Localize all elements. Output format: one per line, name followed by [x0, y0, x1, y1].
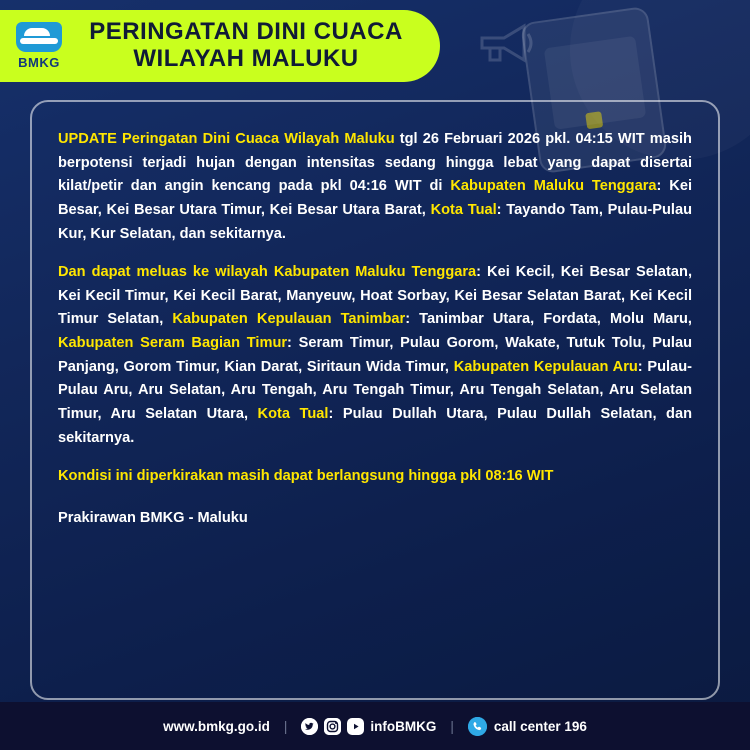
paragraph-expansion-areas: [58, 261, 692, 450]
header-band: [0, 10, 440, 82]
signature: Prakirawan BMKG - Maluku: [58, 509, 248, 526]
footer-call-center-label: call center 196: [493, 718, 587, 734]
paragraph-current-warning: [58, 128, 692, 246]
p2-seg6: : Seram Timur, Pulau Gorom, Wakate, Tutuk Tolu, Pulau Panjang, Gorom Timur, Kian Darat, Siritaun Wida Timur,: [58, 335, 692, 375]
page-title-line1: PERINGATAN DINI CUACA: [89, 18, 403, 46]
warning-card: [30, 100, 720, 700]
footer-social-handle[interactable]: infoBMKG: [370, 718, 437, 734]
p2-seg9: Kota Tual: [257, 406, 329, 423]
p1-seg5: Kota Tual: [430, 201, 497, 218]
p2-seg8: : Pulau-Pulau Aru, Aru Selatan, Aru Tengah, Aru Tengah Timur, Aru Tengah Selatan, Aru Selatan Timur, Aru Selatan Utara,: [58, 358, 692, 423]
footer-separator-2: |: [450, 718, 454, 734]
p2-seg10: : Pulau Dullah Utara, Pulau Dullah Selatan, dan sekitarnya.: [58, 406, 692, 446]
footer-separator-1: |: [283, 718, 288, 734]
p1-seg4: : Kei Besar, Kei Besar Utara Timur, Kei Besar Utara Barat,: [58, 178, 693, 218]
youtube-icon[interactable]: [347, 718, 364, 735]
p1-seg2: tgl 26 Februari 2026 pkl. 04:15 WIT masih berpotensi terjadi hujan dengan intensitas sedang hingga lebat yang dapat disertai kilat/petir dan angin kencang pada pkl 04:16 WIT di: [58, 131, 692, 195]
footer-bar: [0, 702, 750, 750]
page-title-line2: WILAYAH MALUKU: [133, 45, 359, 72]
bmkg-logo-mark: [16, 22, 62, 52]
p1-seg1: UPDATE Peringatan Dini Cuaca Wilayah Maluku: [58, 131, 395, 147]
p2-seg7: Kabupaten Kepulauan Aru: [453, 358, 638, 375]
footer-call-center[interactable]: [468, 717, 587, 736]
footer-website[interactable]: www.bmkg.go.id: [163, 718, 270, 734]
warning-body: [58, 128, 692, 531]
page-title: [70, 19, 440, 73]
bmkg-logo-text: BMKG: [18, 55, 60, 70]
bmkg-logo: [0, 10, 70, 82]
p1-seg3: Kabupaten Maluku Tenggara: [450, 178, 657, 195]
footer-social: [301, 718, 436, 735]
phone-icon: [468, 717, 487, 736]
p2-seg4: : Tanimbar Utara, Fordata, Molu Maru,: [405, 311, 692, 328]
p2-seg1: Dan dapat meluas ke wilayah Kabupaten Maluku Tenggara: [58, 264, 477, 281]
p2-seg2: : Kei Kecil, Kei Besar Selatan, Kei Kecil Timur, Kei Kecil Barat, Manyeuw, Hoat Sorbay, Kei Besar Selatan Barat, Kei Kecil Timur Selatan,: [58, 264, 692, 328]
p1-seg6: : Tayando Tam, Pulau-Pulau Kur, Kur Selatan, dan sekitarnya.: [58, 201, 692, 242]
twitter-icon[interactable]: [301, 718, 318, 735]
condition-note: Kondisi ini diperkirakan masih dapat berlangsung hingga pkl 08:16 WIT: [58, 468, 554, 485]
instagram-icon[interactable]: [324, 718, 341, 735]
p2-seg3: Kabupaten Kepulauan Tanimbar: [172, 311, 406, 328]
p2-seg5: Kabupaten Seram Bagian Timur: [58, 335, 288, 352]
